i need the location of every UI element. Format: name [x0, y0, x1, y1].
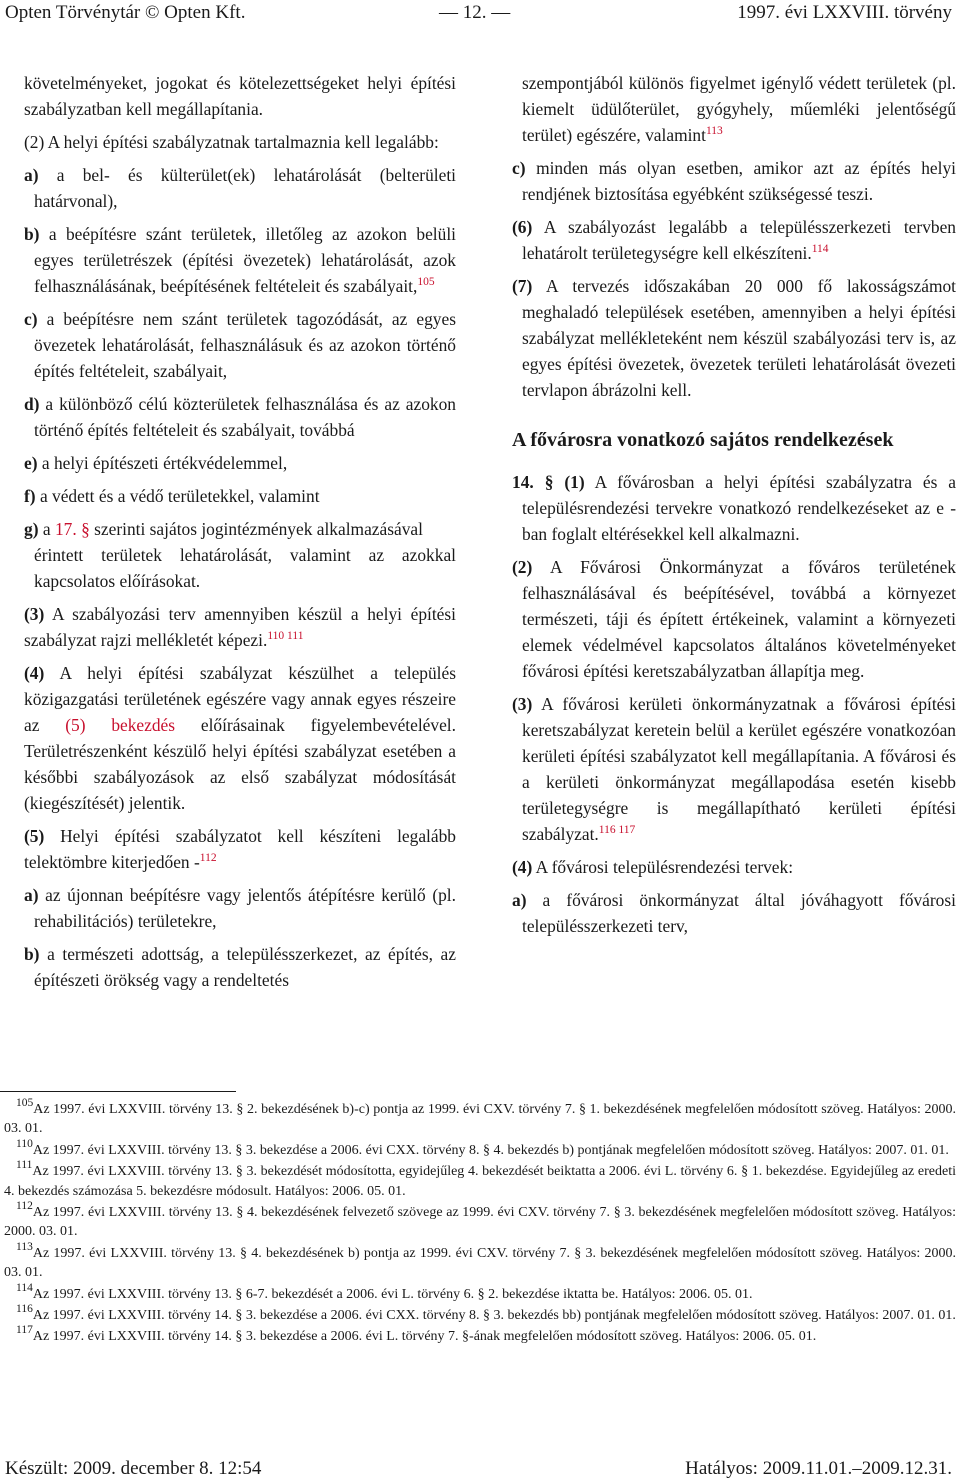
paragraph-2 — [24, 129, 456, 155]
paragraph-text: előírásainak figyelembevételével. Területrészenként készülő helyi építési szabályzat esetében a későbbi szabályozások az első szabályzat módosítását (kiegészítését) jelentik. — [24, 715, 456, 813]
right-column — [512, 70, 956, 946]
item-text: minden más olyan esetben, amikor azt az építés helyi rendjének biztosítása egyébként szükségessé teszi. — [522, 158, 956, 204]
item-label: b) — [24, 224, 40, 244]
item-c-2 — [512, 155, 956, 207]
item-label: a) — [24, 885, 39, 905]
paragraph-text: A fővárosi kerületi önkormányzatnak a fővárosi építési keretszabályzat keretein belül a kerület egészére vonatkozóan kerületi építési szabályzatot kell megállapítania. A fővárosi és a kerületi önkormányzat megállapodása esetén kisebb területegységre is megállapítható kerületi építési szabályzat. — [522, 694, 956, 844]
footnote-116 — [4, 1303, 956, 1325]
footnote-110 — [4, 1137, 956, 1160]
item-text: a fővárosi önkormányzat által jóváhagyott fővárosi településszerkezeti terv, — [522, 890, 956, 936]
paragraph-5 — [24, 823, 456, 875]
header-law-title: 1997. évi LXXVIII. törvény — [737, 2, 952, 23]
paragraph-number: (3) — [512, 694, 533, 714]
footnote-number: 113 — [16, 1240, 33, 1253]
footnote-number: 105 — [16, 1097, 34, 1109]
footnote-text: Az 1997. évi LXXVIII. törvény 13. § 6-7. bekezdését a 2006. évi L. törvény 6. § 2. bekezdése iktatta be. Hatályos: 2006. 05. 01. — [32, 1286, 753, 1302]
footnote-number: 117 — [16, 1324, 33, 1337]
section-heading: A fővárosra vonatkozó sajátos rendelkezések — [512, 429, 894, 451]
item-a-2 — [24, 882, 456, 934]
item-text: a helyi építészeti értékvédelemmel, — [41, 453, 288, 473]
footnote-text: Az 1997. évi LXXVIII. törvény 13. § 3. bekezdése a 2006. évi CXX. törvény 8. § 4. bekezdés b) pontjának megfelelően módosított szöveg. Hatályos: 2007. 01. 01. — [32, 1142, 949, 1158]
footnote-113 — [4, 1240, 956, 1283]
paragraph-text: A szabályozási terv amennyiben készül a helyi építési szabályzat rajzi mellékletét képezi. — [24, 604, 456, 650]
footnote-text: Az 1997. évi LXXVIII. törvény 13. § 4. bekezdésének b) pontja az 1999. évi CXV. törvény 7. § 3. bekezdésének megfelelően módosított szöveg. Hatályos: 2000. 03. 01. — [4, 1245, 956, 1281]
item-label: d) — [24, 394, 40, 414]
footnote-ref-112[interactable]: 112 — [199, 852, 217, 864]
section-14-paragraph-3 — [512, 691, 956, 847]
footnote-number: 114 — [16, 1281, 33, 1294]
footnote-text: Az 1997. évi LXXVIII. törvény 14. § 3. bekezdése a 2006. évi CXX. törvény 8. § 3. bekezdés bb) pontjának megfelelően módosított szöveg. Hatályos: 2007. 01. 01. — [32, 1308, 956, 1324]
item-text: a bel- és külterület(ek) lehatárolását (belterületi határvonal), — [34, 165, 456, 211]
paragraph-text: A tervezés időszakában 20 000 fő lakosságszámot meghaladó települések esetében, amennyiben a helyi építési szabályzat mellékleteként nem készül szabályozási terv is, az egyes építési övezetek, övezetek területi lehatárolását övezeti tervlapon ábrázolni kell. — [522, 276, 956, 400]
item-text: az újonnan beépítésre vagy jelentős átépítésre kerülő (pl. rehabilitációs) területekre, — [34, 885, 456, 931]
paragraph-number: (7) — [512, 276, 533, 296]
page-footer — [5, 1458, 952, 1484]
footnote-text: Az 1997. évi LXXVIII. törvény 13. § 2. bekezdésének b)-c) pontja az 1999. évi CXV. törvény 7. § 1. bekezdésének megfelelően módosított szöveg. Hatályos: 2000. 03. 01. — [4, 1102, 956, 1137]
paragraph-number: (5) — [24, 826, 45, 846]
footnote-ref-113[interactable]: 113 — [705, 125, 723, 137]
left-column — [24, 70, 456, 1000]
item-label: e) — [24, 453, 38, 473]
item-text: a beépítésre szánt területek, illetőleg az azokon belüli egyes területrészek (építési övezetek) lehatárolását, azok felhasználásának, beépítésének feltételeit és szabályait, — [34, 224, 456, 296]
footnote-number: 111 — [16, 1159, 33, 1172]
section-sign-link[interactable]: § — [81, 519, 90, 539]
footnote-text: Az 1997. évi LXXVIII. törvény 13. § 3. bekezdését módosította, egyidejűleg 4. bekezdését beiktatta a 2006. évi L. törvény 6. § 1. bekezdése. Egyidejűleg az eredeti 4. bekezdés számozása 5. bekezdésre módosult. Hatályos: 2006. 05. 01. — [4, 1164, 956, 1199]
paragraph-7 — [512, 273, 956, 403]
paragraph-6 — [512, 214, 956, 266]
item-text: a védett és a védő területekkel, valamint — [39, 486, 320, 506]
header-page-number: — 12. — — [439, 2, 511, 23]
paragraph-text: A Fővárosi Önkormányzat a főváros területének felhasználásával és beépítésével, továbbá a környezet természeti, táji és épített értékeinek, valamint a környezeti elemek védelmével kapcsolatos általános követelményeket fővárosi építési keretszabályzatban állapítja meg. — [522, 557, 957, 681]
paragraph-text: A szabályozást legalább a településszerkezeti tervben lehatárolt területegységre kell elkészíteni. — [522, 217, 956, 263]
paragraph-number: (2) — [24, 132, 45, 152]
footnote-number: 112 — [16, 1200, 33, 1213]
footnotes — [4, 1097, 956, 1349]
item-label: c) — [512, 158, 526, 178]
item-label: f) — [24, 486, 36, 506]
item-g — [24, 516, 456, 542]
paragraph-number: (2) — [512, 557, 533, 577]
item-e — [24, 450, 456, 476]
footnote-112 — [4, 1200, 956, 1242]
section-14-item-a — [512, 887, 956, 939]
item-c — [24, 306, 456, 384]
item-label: g) — [24, 519, 39, 539]
paragraph-number: (6) — [512, 217, 533, 237]
paragraph-text: A fővárosi településrendezési tervek: — [535, 857, 794, 877]
footnote-refs-110-111[interactable]: 110 111 — [267, 630, 304, 642]
footnote-114 — [4, 1281, 956, 1304]
item-label: a) — [24, 165, 39, 185]
item-label: b) — [24, 944, 40, 964]
paragraph-text: A helyi építési szabályzat készülhet a település közigazgatási területének egészére vagy annak egyes részeire az — [24, 663, 456, 735]
item-text: a természeti adottság, a településszerkezet, az építés, az építészeti örökség vagy a rendeltetés — [34, 944, 456, 990]
section-14-paragraph-2 — [512, 554, 956, 684]
footnote-separator — [0, 1091, 236, 1092]
footnote-number: 110 — [16, 1137, 33, 1150]
paragraph-text: A helyi építési szabályzatnak tartalmaznia kell legalább: — [47, 132, 439, 152]
item-a — [24, 162, 456, 214]
paragraph-number: (3) — [24, 604, 45, 624]
item-g-continuation: érintett területek lehatárolását, valamint az azokkal kapcsolatos előírásokat. — [34, 545, 456, 591]
footer-validity-period: Hatályos: 2009.11.01.–2009.12.31. — [685, 1458, 952, 1479]
paragraph-number: (1) — [564, 472, 585, 492]
item-d — [24, 391, 456, 443]
paragraph-continuation: követelményeket, jogokat és kötelezettségeket helyi építési szabályzatban kell megállapítania. — [24, 73, 456, 119]
paragraph-4 — [24, 660, 456, 816]
section-link-17[interactable]: 17. — [54, 519, 77, 539]
footnote-text: Az 1997. évi LXXVIII. törvény 14. § 3. bekezdése a 2006. évi L. törvény 7. §-ának megfelelően módosított szöveg. Hatályos: 2006. 05. 01. — [32, 1329, 817, 1345]
footnote-117 — [4, 1324, 956, 1346]
footnote-refs-116-117[interactable]: 116 117 — [598, 824, 636, 836]
footnote-ref-105[interactable]: 105 — [417, 276, 435, 288]
footnote-ref-114[interactable]: 114 — [811, 243, 829, 255]
item-b — [24, 221, 456, 299]
item-b-2 — [24, 941, 456, 993]
footnote-111 — [4, 1159, 956, 1201]
page-header — [5, 2, 952, 28]
paragraph-5-link[interactable]: (5) bekezdés — [65, 715, 176, 735]
header-publisher: Opten Törvénytár © Opten Kft. — [5, 2, 246, 23]
footnote-text: Az 1997. évi LXXVIII. törvény 13. § 4. bekezdésének felvezető szövege az 1999. évi CXV. törvény 7. § 3. bekezdésének megfelelően módosított szöveg. Hatályos: 2000. 03. 01. — [4, 1205, 956, 1240]
footnote-number: 116 — [16, 1303, 33, 1316]
item-label: a) — [512, 890, 527, 910]
paragraph-number: (4) — [24, 663, 45, 683]
footnote-105 — [4, 1097, 956, 1139]
item-text: a különböző célú közterületek felhasználása és az azokon történő építés feltételeit és szabályait, továbbá — [34, 394, 456, 440]
section-14-paragraph-1 — [512, 469, 956, 547]
paragraph-text: A fővárosban a helyi építési szabályzatra és a településrendezési tervekre vonatkozó rendelkezéseket az e -ban foglalt eltérésekkel kell alkalmazni. — [522, 472, 956, 544]
item-label: c) — [24, 309, 38, 329]
section-sign: § — [544, 472, 554, 492]
item-b-2-continuation — [512, 70, 956, 148]
item-text: a beépítésre nem szánt területek tagozódását, az egyes övezetek lehatárolását, felhasználásuk és az azokon történő építés feltételeit, szabályait, — [34, 309, 456, 381]
paragraph-text: Helyi építési szabályzatot kell készíteni legalább telektömbre kiterjedően - — [24, 826, 456, 872]
section-number: 14. — [512, 472, 534, 492]
footer-created-date: Készült: 2009. december 8. 12:54 — [5, 1458, 262, 1479]
section-14-paragraph-4 — [512, 854, 956, 880]
paragraph-3 — [24, 601, 456, 653]
item-text: a — [42, 519, 51, 539]
item-f — [24, 483, 456, 509]
item-text: szempontjából különös figyelmet igénylő védett területek (pl. kiemelt üdülőterület, gyógyhely, műemléki jelentőségű terület) egészére, valamint — [522, 73, 956, 145]
item-text: szerinti sajátos jogintézmények alkalmazásával — [94, 519, 423, 539]
paragraph-number: (4) — [512, 857, 533, 877]
